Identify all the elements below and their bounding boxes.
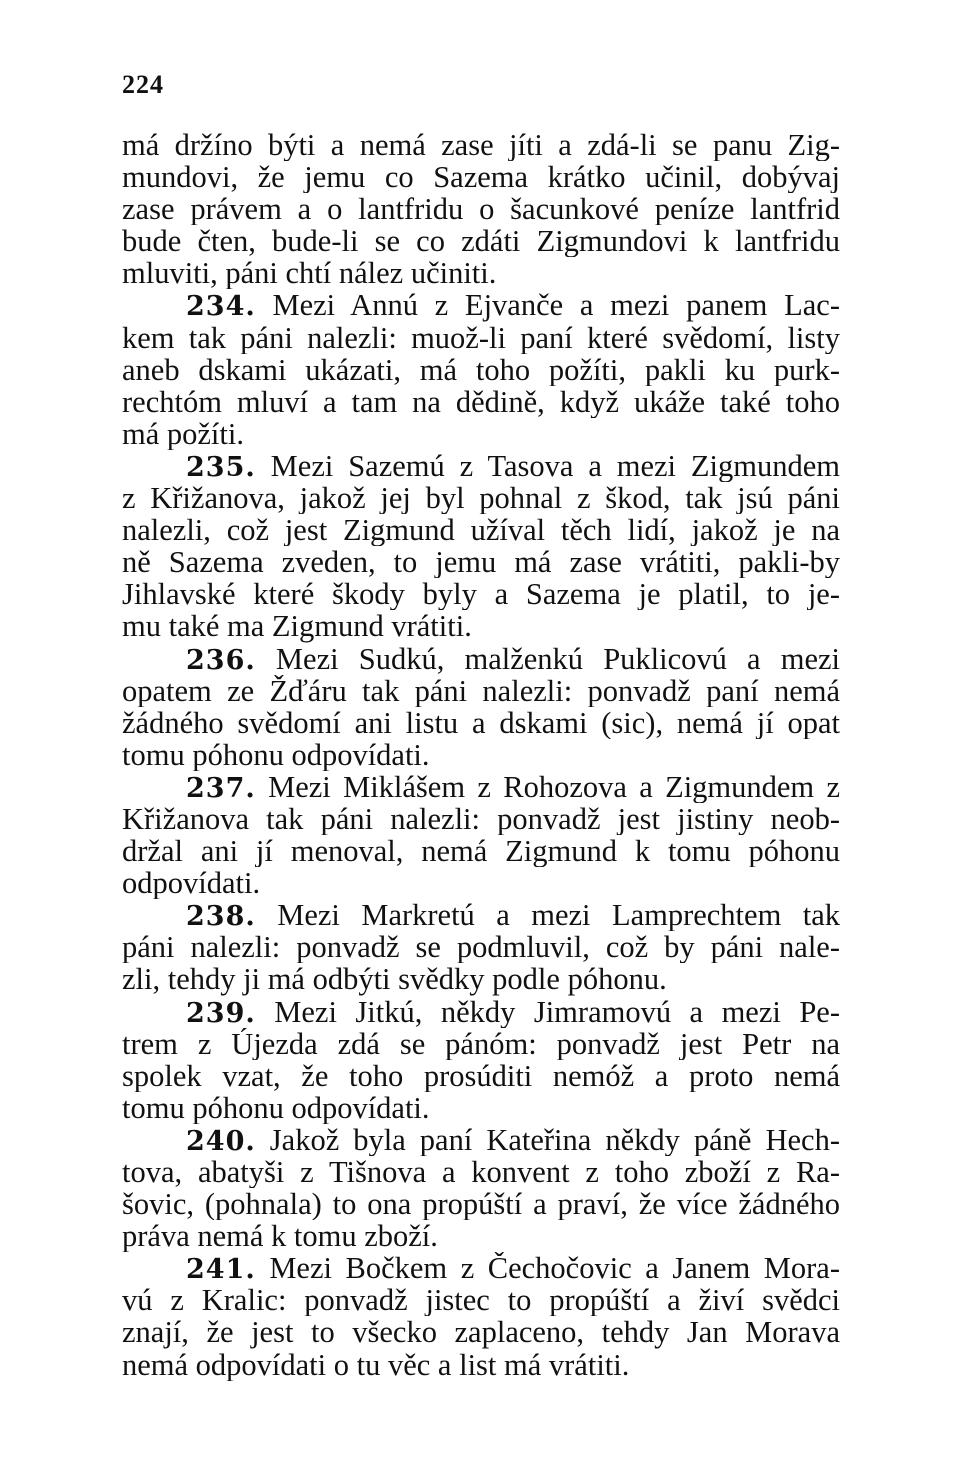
page-number: 224 — [122, 70, 164, 99]
line-text: práva nemá k tomu zboží. — [122, 1220, 438, 1253]
line-text: vú z Kralic: ponvadž jistec to propúští a živí svědci — [122, 1284, 840, 1317]
text-line — [122, 482, 840, 514]
text-line — [122, 1156, 840, 1188]
line-text: ně Sazema zveden, to jemu má zase vrátiti, pakli-by — [122, 546, 840, 579]
line-text: z Křižanova, jakož jej byl pohnal z škod, tak jsú páni — [122, 482, 840, 515]
text-line — [122, 1284, 840, 1316]
paragraph-number: 240. — [186, 1125, 256, 1156]
text-line — [122, 514, 840, 546]
line-text: Jakož byla paní Kateřina někdy páně Hech- — [269, 1123, 840, 1156]
text-line — [122, 578, 840, 610]
line-text: tomu póhonu odpovídati. — [122, 1091, 430, 1124]
line-text: šovic, (pohnala) to ona propúští a praví, že více žádného — [122, 1188, 840, 1221]
text-line — [122, 1092, 840, 1124]
line-text: nemá odpovídati o tu věc a list má vrátiti. — [122, 1348, 630, 1381]
paragraph-number: 235. — [186, 451, 256, 483]
paragraph-238 — [122, 899, 840, 995]
text-line — [122, 193, 840, 225]
line-text: mluviti, páni chtí nález učiniti. — [122, 257, 497, 290]
text-line — [122, 996, 840, 1028]
line-text: Mezi Miklášem z Rohozova a Zigmundem z — [268, 770, 840, 803]
text-line — [122, 1349, 840, 1381]
text-line — [122, 161, 840, 193]
line-text: nalezli, což jest Zigmund užíval těch lidí, jakož je na — [122, 514, 840, 547]
text-line — [122, 354, 840, 386]
line-text: tomu póhonu odpovídati. — [122, 738, 430, 771]
line-text: zli, tehdy ji má odbýti svědky podle póhonu. — [122, 963, 667, 996]
paragraph-continued — [122, 129, 840, 289]
text-line — [122, 803, 840, 835]
line-text: zase právem a o lantfridu o šacunkové peníze lantfrid — [122, 193, 840, 226]
paragraph-number: 234. — [186, 291, 256, 322]
text-line — [122, 1188, 840, 1220]
text-line — [122, 257, 840, 289]
text-line — [122, 1028, 840, 1060]
text-line — [122, 707, 840, 739]
text-line — [122, 418, 840, 450]
paragraph-234 — [122, 289, 840, 449]
line-text: Mezi Bočkem z Čechočovic a Janem Mora- — [269, 1252, 840, 1285]
line-text: Mezi Jitkú, někdy Jimramovú a mezi Pe- — [274, 995, 840, 1028]
text-line — [122, 1220, 840, 1252]
text-line — [122, 739, 840, 771]
text-line — [122, 546, 840, 578]
line-text: žádného svědomí ani listu a dskami (sic), nemá jí opat — [122, 706, 840, 739]
text-line — [122, 675, 840, 707]
line-text: kem tak páni nalezli: muož-li paní které svědomí, listy — [122, 321, 840, 354]
paragraph-number: 236. — [186, 644, 256, 675]
paragraph-number: 237. — [186, 772, 256, 803]
paragraph-237 — [122, 771, 840, 899]
line-text: Jihlavské které škody byly a Sazema je platil, to je- — [122, 578, 840, 611]
text-line — [122, 1060, 840, 1092]
text-line — [122, 289, 840, 321]
line-text: Mezi Markretú a mezi Lamprechtem tak — [277, 899, 840, 932]
line-text: spolek vzat, že toho prosúditi nemóž a proto nemá — [122, 1059, 840, 1092]
line-text: Mezi Annú z Ejvanče a mezi panem Lac- — [272, 289, 840, 322]
line-text: tova, abatyši z Tišnova a konvent z toho zboží z Ra- — [122, 1156, 840, 1189]
text-line — [122, 643, 840, 675]
line-text: trem z Újezda zdá se pánóm: ponvadž jest Petr na — [122, 1027, 840, 1060]
line-text: bude čten, bude-li se co zdáti Zigmundovi k lantfridu — [122, 225, 840, 258]
text-line — [122, 610, 840, 642]
paragraph-240 — [122, 1124, 840, 1252]
line-text: Křižanova tak páni nalezli: ponvadž jest jistiny neob- — [122, 802, 840, 836]
line-text: Mezi Sudkú, malženkú Puklicovú a mezi — [275, 642, 840, 675]
line-text: mu také ma Zigmund vrátiti. — [122, 610, 472, 643]
paragraph-235 — [122, 450, 840, 643]
page-text — [122, 129, 840, 1381]
line-text: odpovídati. — [122, 867, 261, 900]
paragraph-236 — [122, 643, 840, 771]
text-line — [122, 129, 840, 161]
text-line — [122, 1316, 840, 1348]
line-text: rechtóm mluví a tam na dědině, když ukáže také toho — [122, 385, 840, 418]
text-line — [122, 771, 840, 803]
text-line — [122, 963, 840, 995]
text-line — [122, 1252, 840, 1284]
text-line — [122, 450, 840, 482]
paragraph-number: 241. — [186, 1254, 256, 1285]
paragraph-239 — [122, 996, 840, 1124]
line-text: znají, že jest to všecko zaplaceno, tehdy Jan Morava — [122, 1316, 840, 1349]
line-text: má požíti. — [122, 417, 244, 450]
text-line — [122, 835, 840, 867]
paragraph-number: 238. — [186, 901, 256, 932]
line-text: má držíno býti a nemá zase jíti a zdá-li se panu Zig- — [122, 129, 840, 162]
text-line — [122, 322, 840, 354]
paragraph-number: 239. — [186, 997, 256, 1028]
text-line — [122, 1124, 840, 1156]
line-text: páni nalezli: ponvadž se podmluvil, což by páni nale- — [122, 931, 840, 964]
line-text: držal ani jí menoval, nemá Zigmund k tomu póhonu — [122, 835, 840, 868]
line-text: Mezi Sazemú z Tasova a mezi Zigmundem — [270, 449, 840, 483]
text-line — [122, 931, 840, 963]
text-line — [122, 867, 840, 899]
paragraph-241 — [122, 1252, 840, 1380]
line-text: aneb dskami ukázati, má toho požíti, pakli ku purk- — [122, 353, 840, 386]
text-line — [122, 899, 840, 931]
text-line — [122, 225, 840, 257]
line-text: opatem ze Žďáru tak páni nalezli: ponvadž paní nemá — [122, 674, 840, 707]
line-text: mundovi, že jemu co Sazema krátko učinil, dobývaj — [122, 161, 840, 194]
text-line — [122, 386, 840, 418]
